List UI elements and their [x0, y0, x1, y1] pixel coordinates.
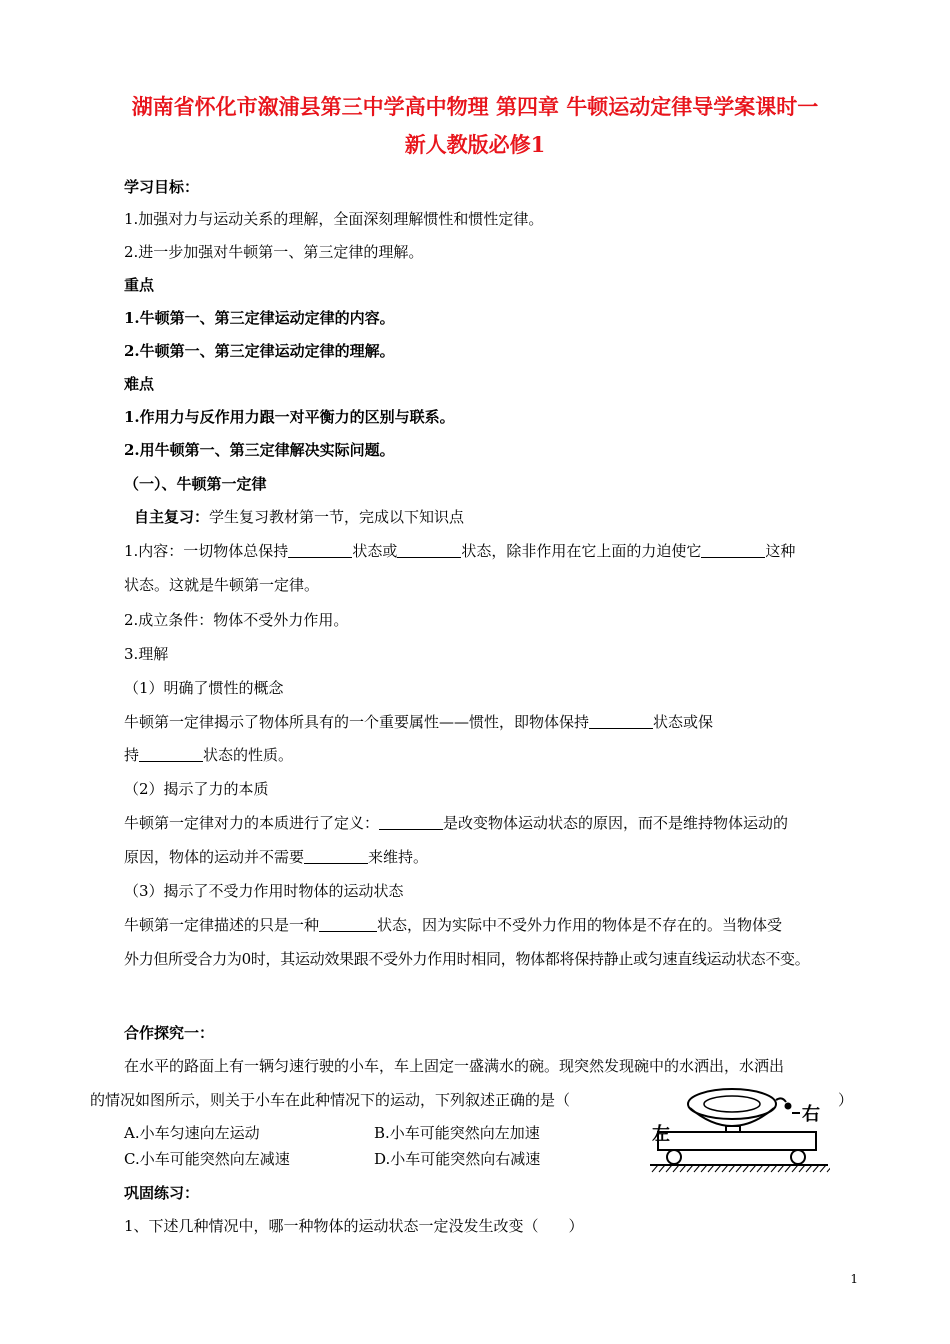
- hatch-mark: [806, 1165, 812, 1172]
- hatch-mark: [666, 1165, 672, 1172]
- sub3-text-c: 外力但所受合力为0时，其运动效果跟不受外力作用时相同，物体都将保持静止或匀速直线运动状态不变。: [124, 950, 810, 968]
- label-left: 左: [652, 1124, 670, 1145]
- hatch-mark: [659, 1165, 665, 1172]
- content-text-d: 这种: [765, 542, 796, 560]
- difficulties-heading: 难点: [124, 375, 155, 393]
- sub2-title: （2）揭示了力的本质: [124, 780, 269, 798]
- document-title-line1: 湖南省怀化市溆浦县第三中学高中物理 第四章 牛顿运动定律导学案课时一: [131, 94, 819, 119]
- hatch-mark: [743, 1165, 749, 1172]
- sub2-line1: [124, 812, 788, 834]
- cart-body: [658, 1132, 816, 1150]
- key-points-heading: 重点: [124, 276, 155, 294]
- objective-item-1: 1.加强对力与运动关系的理解，全面深刻理解惯性和惯性定律。: [124, 210, 544, 228]
- self-review-text: 学生复习教材第一节，完成以下知识点: [209, 508, 465, 526]
- difficulty-1: 1.作用力与反作用力跟一对平衡力的区别与联系。: [124, 408, 455, 426]
- sub2-text-b: 是改变物体运动状态的原因，而不是维持物体运动的: [443, 814, 789, 832]
- sub1-text-d: 状态的性质。: [203, 746, 294, 764]
- sub2-line2: [124, 846, 428, 868]
- hatch-mark: [722, 1165, 728, 1172]
- label-right: 右: [802, 1104, 820, 1125]
- cart-wheel-right: [791, 1150, 805, 1164]
- blank-8: [319, 917, 377, 932]
- sub1-text-b: 状态或保: [653, 713, 714, 731]
- blank-2: [397, 543, 461, 558]
- cart-wheel-left: [667, 1150, 681, 1164]
- option-c: C.小车可能突然向左减速: [124, 1150, 290, 1168]
- bowl-rim: [688, 1089, 776, 1119]
- blank-4: [589, 714, 653, 729]
- difficulty-2: 2.用牛顿第一、第三定律解决实际问题。: [124, 441, 395, 459]
- sub1-text-c: 持: [124, 746, 140, 764]
- document-title-line2: 新人教版必修1: [404, 132, 546, 157]
- hatch-mark: [673, 1165, 679, 1172]
- page-number: 1: [850, 1272, 858, 1286]
- hatch-mark: [757, 1165, 763, 1172]
- option-d: D.小车可能突然向右减速: [374, 1150, 541, 1168]
- cooperative-heading: 合作探究一：: [124, 1024, 215, 1042]
- hatch-mark: [771, 1165, 777, 1172]
- section1-heading: （一）、牛顿第一定律: [124, 475, 267, 493]
- hatch-mark: [680, 1165, 686, 1172]
- water-spill: [776, 1098, 786, 1102]
- sub1-text-a: 牛顿第一定律揭示了物体所具有的一个重要属性——惯性，即物体保持: [124, 713, 590, 731]
- key-point-2: 2.牛顿第一、第三定律运动定律的理解。: [124, 342, 395, 360]
- objectives-heading: 学习目标：: [124, 178, 200, 196]
- water-drop: [785, 1103, 792, 1110]
- content-line: [124, 540, 795, 562]
- bowl-body: [690, 1108, 774, 1126]
- understand-heading: 3.理解: [124, 645, 169, 663]
- blank-5: [139, 747, 203, 762]
- blank-7: [304, 849, 368, 864]
- hatch-mark: [799, 1165, 805, 1172]
- practice-heading: 巩固练习：: [124, 1184, 200, 1202]
- ground-hatching: [652, 1165, 830, 1172]
- cart-bowl-figure: [650, 1082, 830, 1194]
- content-text-a: 1.内容：一切物体总保持: [124, 542, 289, 560]
- hatch-mark: [701, 1165, 707, 1172]
- hatch-mark: [792, 1165, 798, 1172]
- sub2-text-c: 原因，物体的运动并不需要: [124, 848, 305, 866]
- content-text-e: 状态。这就是牛顿第一定律。: [124, 576, 320, 594]
- sub1-line1: [124, 711, 713, 733]
- hatch-mark: [736, 1165, 742, 1172]
- sub3-line1: [124, 914, 782, 936]
- hatch-mark: [687, 1165, 693, 1172]
- hatch-mark: [827, 1165, 830, 1172]
- option-b: B.小车可能突然向左加速: [374, 1124, 540, 1142]
- self-review: [134, 506, 464, 528]
- key-point-1: 1.牛顿第一、第三定律运动定律的内容。: [124, 309, 395, 327]
- content-text-b: 状态或: [352, 542, 398, 560]
- blank-1: [288, 543, 352, 558]
- blank-6: [379, 815, 443, 830]
- sub1-line2: [124, 744, 293, 766]
- cooperative-question-paren: ）: [838, 1091, 854, 1109]
- option-a: A.小车匀速向左运动: [124, 1124, 260, 1142]
- cart-bowl-diagram: [650, 1082, 830, 1194]
- sub1-title: （1）明确了惯性的概念: [124, 679, 284, 697]
- cooperative-question-line1: 在水平的路面上有一辆匀速行驶的小车，车上固定一盛满水的碗。现突然发现碗中的水洒出，水洒出: [124, 1057, 785, 1075]
- content-text-c: 状态，除非作用在它上面的力迫使它: [461, 542, 702, 560]
- sub3-text-a: 牛顿第一定律描述的只是一种: [124, 916, 320, 934]
- hatch-mark: [785, 1165, 791, 1172]
- hatch-mark: [750, 1165, 756, 1172]
- sub2-text-d: 来维持。: [368, 848, 429, 866]
- practice-question-1: 1、下述几种情况中，哪一种物体的运动状态一定没发生改变（ ）: [124, 1217, 584, 1235]
- hatch-mark: [778, 1165, 784, 1172]
- hatch-mark: [729, 1165, 735, 1172]
- condition-text: 2.成立条件：物体不受外力作用。: [124, 611, 349, 629]
- water-surface: [704, 1096, 760, 1112]
- sub2-text-a: 牛顿第一定律对力的本质进行了定义：: [124, 814, 380, 832]
- objective-item-2: 2.进一步加强对牛顿第一、第三定律的理解。: [124, 243, 424, 261]
- hatch-mark: [694, 1165, 700, 1172]
- sub3-title: （3）揭示了不受力作用时物体的运动状态: [124, 882, 404, 900]
- hatch-mark: [652, 1165, 658, 1172]
- hatch-mark: [813, 1165, 819, 1172]
- hatch-mark: [715, 1165, 721, 1172]
- cooperative-question-line2: 的情况如图所示，则关于小车在此种情况下的运动，下列叙述正确的是（: [90, 1091, 571, 1109]
- hatch-mark: [820, 1165, 826, 1172]
- hatch-mark: [708, 1165, 714, 1172]
- sub3-text-b: 状态，因为实际中不受外力作用的物体是不存在的。当物体受: [377, 916, 783, 934]
- hatch-mark: [764, 1165, 770, 1172]
- self-review-label: 自主复习：: [134, 508, 210, 526]
- blank-3: [701, 543, 765, 558]
